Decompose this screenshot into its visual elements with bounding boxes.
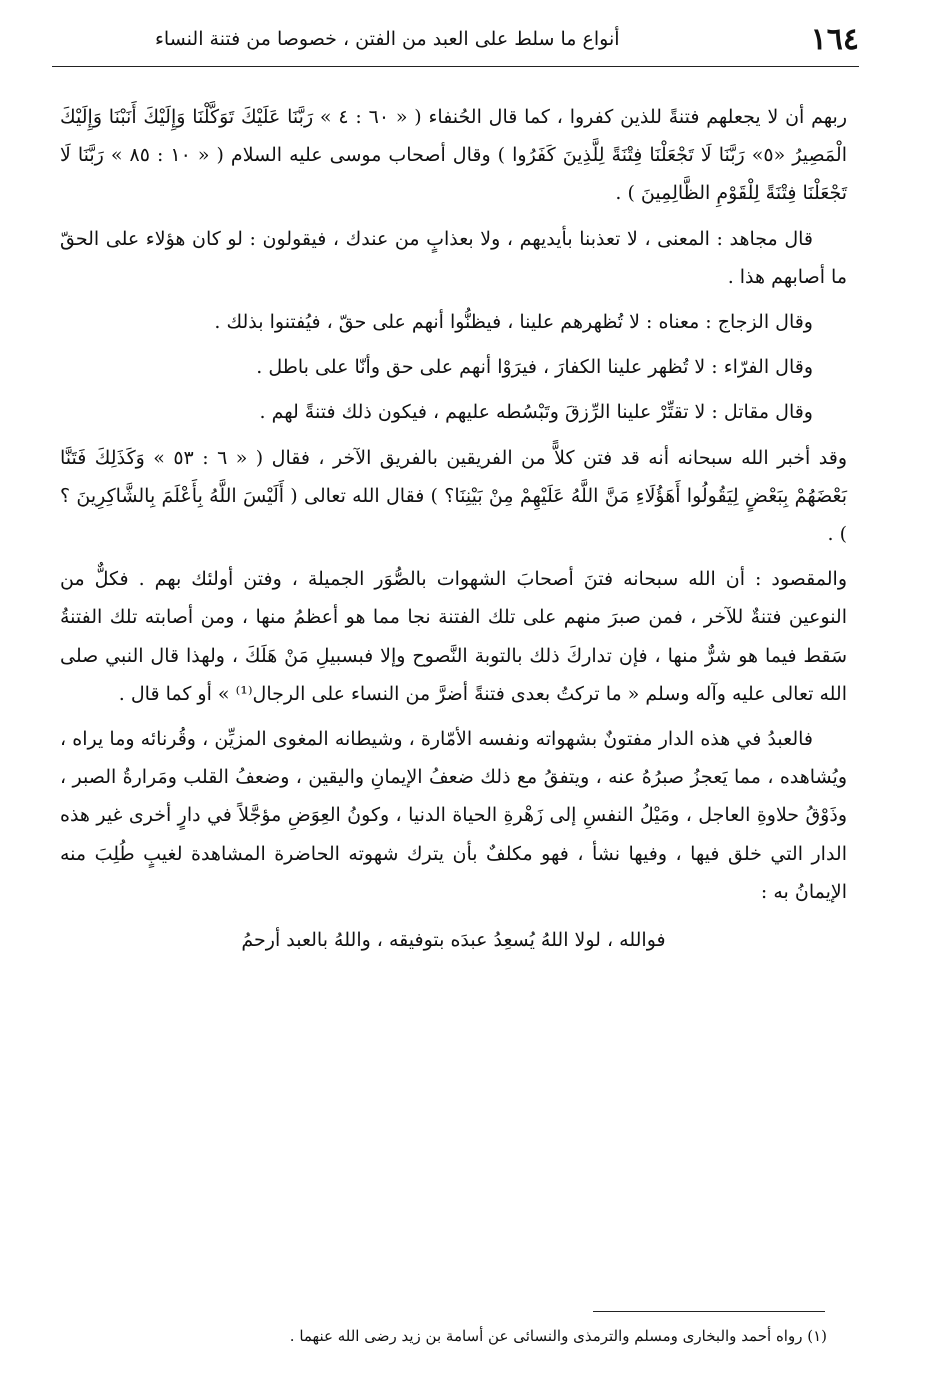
footnote-rule (593, 1311, 825, 1312)
paragraph: ربهم أن لا يجعلهم فتنةً للذين كفروا ، كما قال الحُنفاء ( « ٦٠ : ٤ » رَبَّنَا عَلَيْكَ تَوَكَّلْنَا وَإِلَيْكَ أَنَبْنَا وَإِلَيْكَ الْمَصِيرُ «٥» رَبَّنَا لَا تَجْعَلْنَا فِتْنَةً لِلَّذِينَ كَفَرُوا ) وقال أصحاب موسى عليه السلام ( « ١٠ : ٨٥ » رَبَّنَا لَا تَجْعَلْنَا فِتْنَةً لِلْقَوْمِ الظَّالِمِينَ ) . (60, 106, 848, 205)
paragraph: فالعبدُ في هذه الدار مفتونٌ بشهواته ونفسه الأمّارة ، وشيطانه المغوى المزيِّن ، وقُرنائه وما يراه ، ويُشاهده ، مما يَعجزُ صبرُهُ عنه ، ويتفقُ مع ذلك ضعفُ الإيمانِ واليقين ، وضعفُ القلب ومَرارةُ الصبر ، وذَوْقُ حلاوةِ العاجل ، ومَيْلُ النفسِ إلى زَهْرةِ الحياة الدنيا ، وكونُ العِوَضِ مؤجَّلاً في دارٍ أخرى غير هذه الدار التي خلق فيها ، وفيها نشأ ، فهو مكلفٌ بأن يترك شهوته الحاضرة المشاهدة لغيبٍ طُلِبَ منه الإيمانُ به : (60, 728, 847, 903)
footnote: (١) رواه أحمد والبخارى ومسلم والترمذى والنسائى عن أسامة بن زيد رضى الله عنهما . (289, 1327, 827, 1345)
paragraph: والمقصود : أن الله سبحانه فتنَ أصحابَ الشهوات بالصُّوَر الجميلة ، وفتن أولئك بهم . فكلٌّ من النوعين فتنةٌ للآخر ، فمن صبرَ منهم على تلك الفتنة نجا مما هو أعظمُ منها ، ومن أصابته تلك الفتنةُ سَقط فيما هو شرٌّ منها ، فإن تداركَ ذلك بالتوبة النَّصوح وإلا فبسبيلِ مَنْ هَلَكَ ، ولهذا قال النبي صلى الله تعالى عليه وآله وسلم « ما تركتُ بعدى فتنةً أضرَّ من النساء على الرجال⁽¹⁾ » أو كما قال . (60, 568, 847, 705)
paragraph: وقال الفرّاء : لا تُظهر علينا الكفارَ ، فيرَوْا أنهم على حق وأنّا على باطل . (256, 356, 813, 379)
paragraph: قال مجاهد : المعنى ، لا تعذبنا بأيديهم ، ولا بعذابٍ من عندك ، فيقولون : لو كان هؤلاء على الحقّ ما أصابهم هذا . (60, 227, 847, 288)
main-text (60, 98, 847, 966)
paragraph: وقد أخبر الله سبحانه أنه قد فتن كلاًّ من الفريقين بالفريق الآخر ، فقال ( « ٦ : ٥٣ » وَكَذَلِكَ فَتَنَّا بَعْضَهُمْ بِبَعْضٍ لِيَقُولُوا أَهَؤُلَاءِ مَنَّ اللَّهُ عَلَيْهِمْ مِنْ بَيْنِنَا؟ ) فقال الله تعالى ( أَلَيْسَ اللَّهُ بِأَعْلَمَ بِالشَّاكِرِينَ ؟ ) . (60, 446, 847, 546)
paragraph: وقال الزجاج : معناه : لا تُظهرهم علينا ، فيظنُّوا أنهم على حقّ ، فيُفتنوا بذلك . (214, 311, 813, 334)
paragraph: وقال مقاتل : لا تقتِّرْ علينا الرِّزقَ وتَبْسُطه عليهم ، فيكون ذلك فتنةً لهم . (259, 401, 813, 424)
poetry-verse: فوالله ، لولا اللهُ يُسعِدُ عبدَه بتوفيقه ، واللهُ بالعبد أرحمُ (241, 929, 666, 952)
header-rule (52, 66, 859, 67)
page-header (60, 20, 865, 64)
page-number: ١٦٤ (810, 22, 859, 57)
running-title: أنواع ما سلط على العبد من الفتن ، خصوصا من فتنة النساء (155, 28, 620, 50)
